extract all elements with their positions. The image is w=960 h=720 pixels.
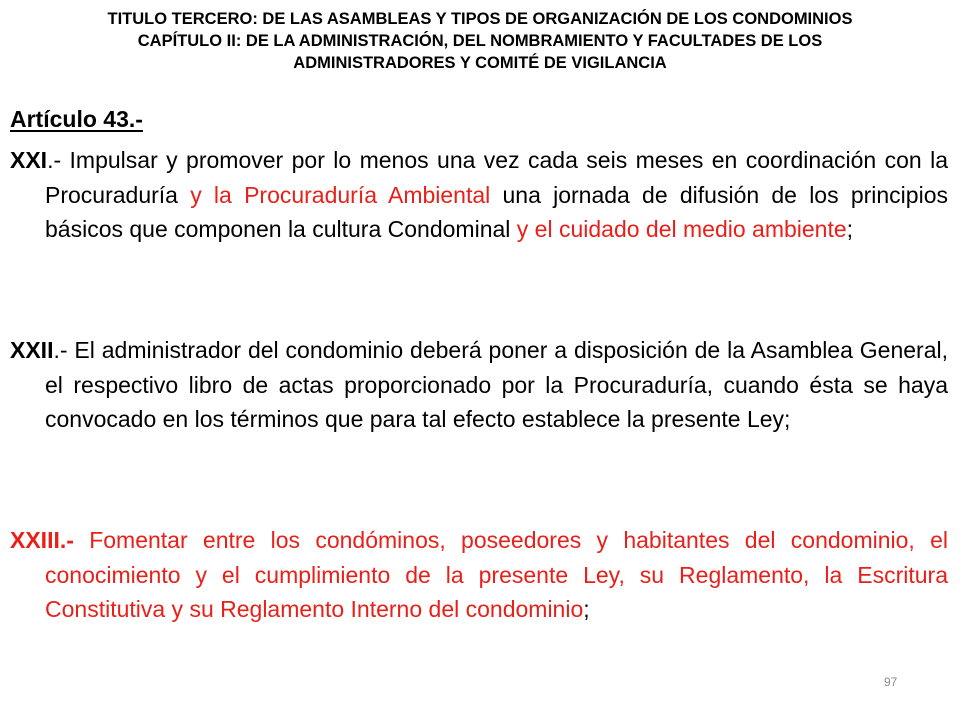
clause-xxi-end: ; [846,216,854,242]
article-title: Artículo 43.- [10,106,143,132]
clause-xxi-added-text-environmental: y la Procuraduría Ambiental [190,181,491,208]
clause-xxiii-number: XXIII.- [10,527,74,553]
clause-xxiii-added-text: Fomentar entre los condóminos, poseedores y habitantes del condominio, el conocimiento y el cumplimiento de la presente Ley, su Reglamento, la Escritura Constitutiva y su Reglamento Interno del condominio [45,527,948,622]
page-number: 97 [884,675,898,689]
header-chapter-line: CAPÍTULO II: DE LA ADMINISTRACIÓN, DEL NOMBRAMIENTO Y FACULTADES DE LOS [137,32,823,50]
clause-xxii-number: XXII [10,337,54,363]
clause-xxiii [10,523,948,627]
clause-xxi [10,143,948,247]
clause-xxi-text: .- Impulsar y promover por lo menos una vez cada seis meses en coordinación con la Procuraduría [45,147,948,208]
clause-xxi-number: XXI [10,147,48,173]
clause-xxii [10,333,948,437]
document-header [20,8,940,74]
clause-xxii-text: .- El administrador del condominio deberá poner a disposición de la Asamblea General, el respectivo libro de actas proporcionado por la Procuraduría, cuando ésta se haya convocado en los términos que para tal efecto establece la presente Ley; [45,337,948,432]
clause-xxiii-end: ; [583,596,590,622]
header-chapter-line-continued: ADMINISTRADORES Y COMITÉ DE VIGILANCIA [293,54,667,72]
clause-xxi-text-continued: una jornada de difusión de los principios básicos que componen la cultura Condominal [45,181,948,242]
header-title-line: TITULO TERCERO: DE LAS ASAMBLEAS Y TIPOS DE ORGANIZACIÓN DE LOS CONDOMINIOS [107,10,853,28]
clause-xxi-added-text-environment-care: y el cuidado del medio ambiente [516,216,847,242]
